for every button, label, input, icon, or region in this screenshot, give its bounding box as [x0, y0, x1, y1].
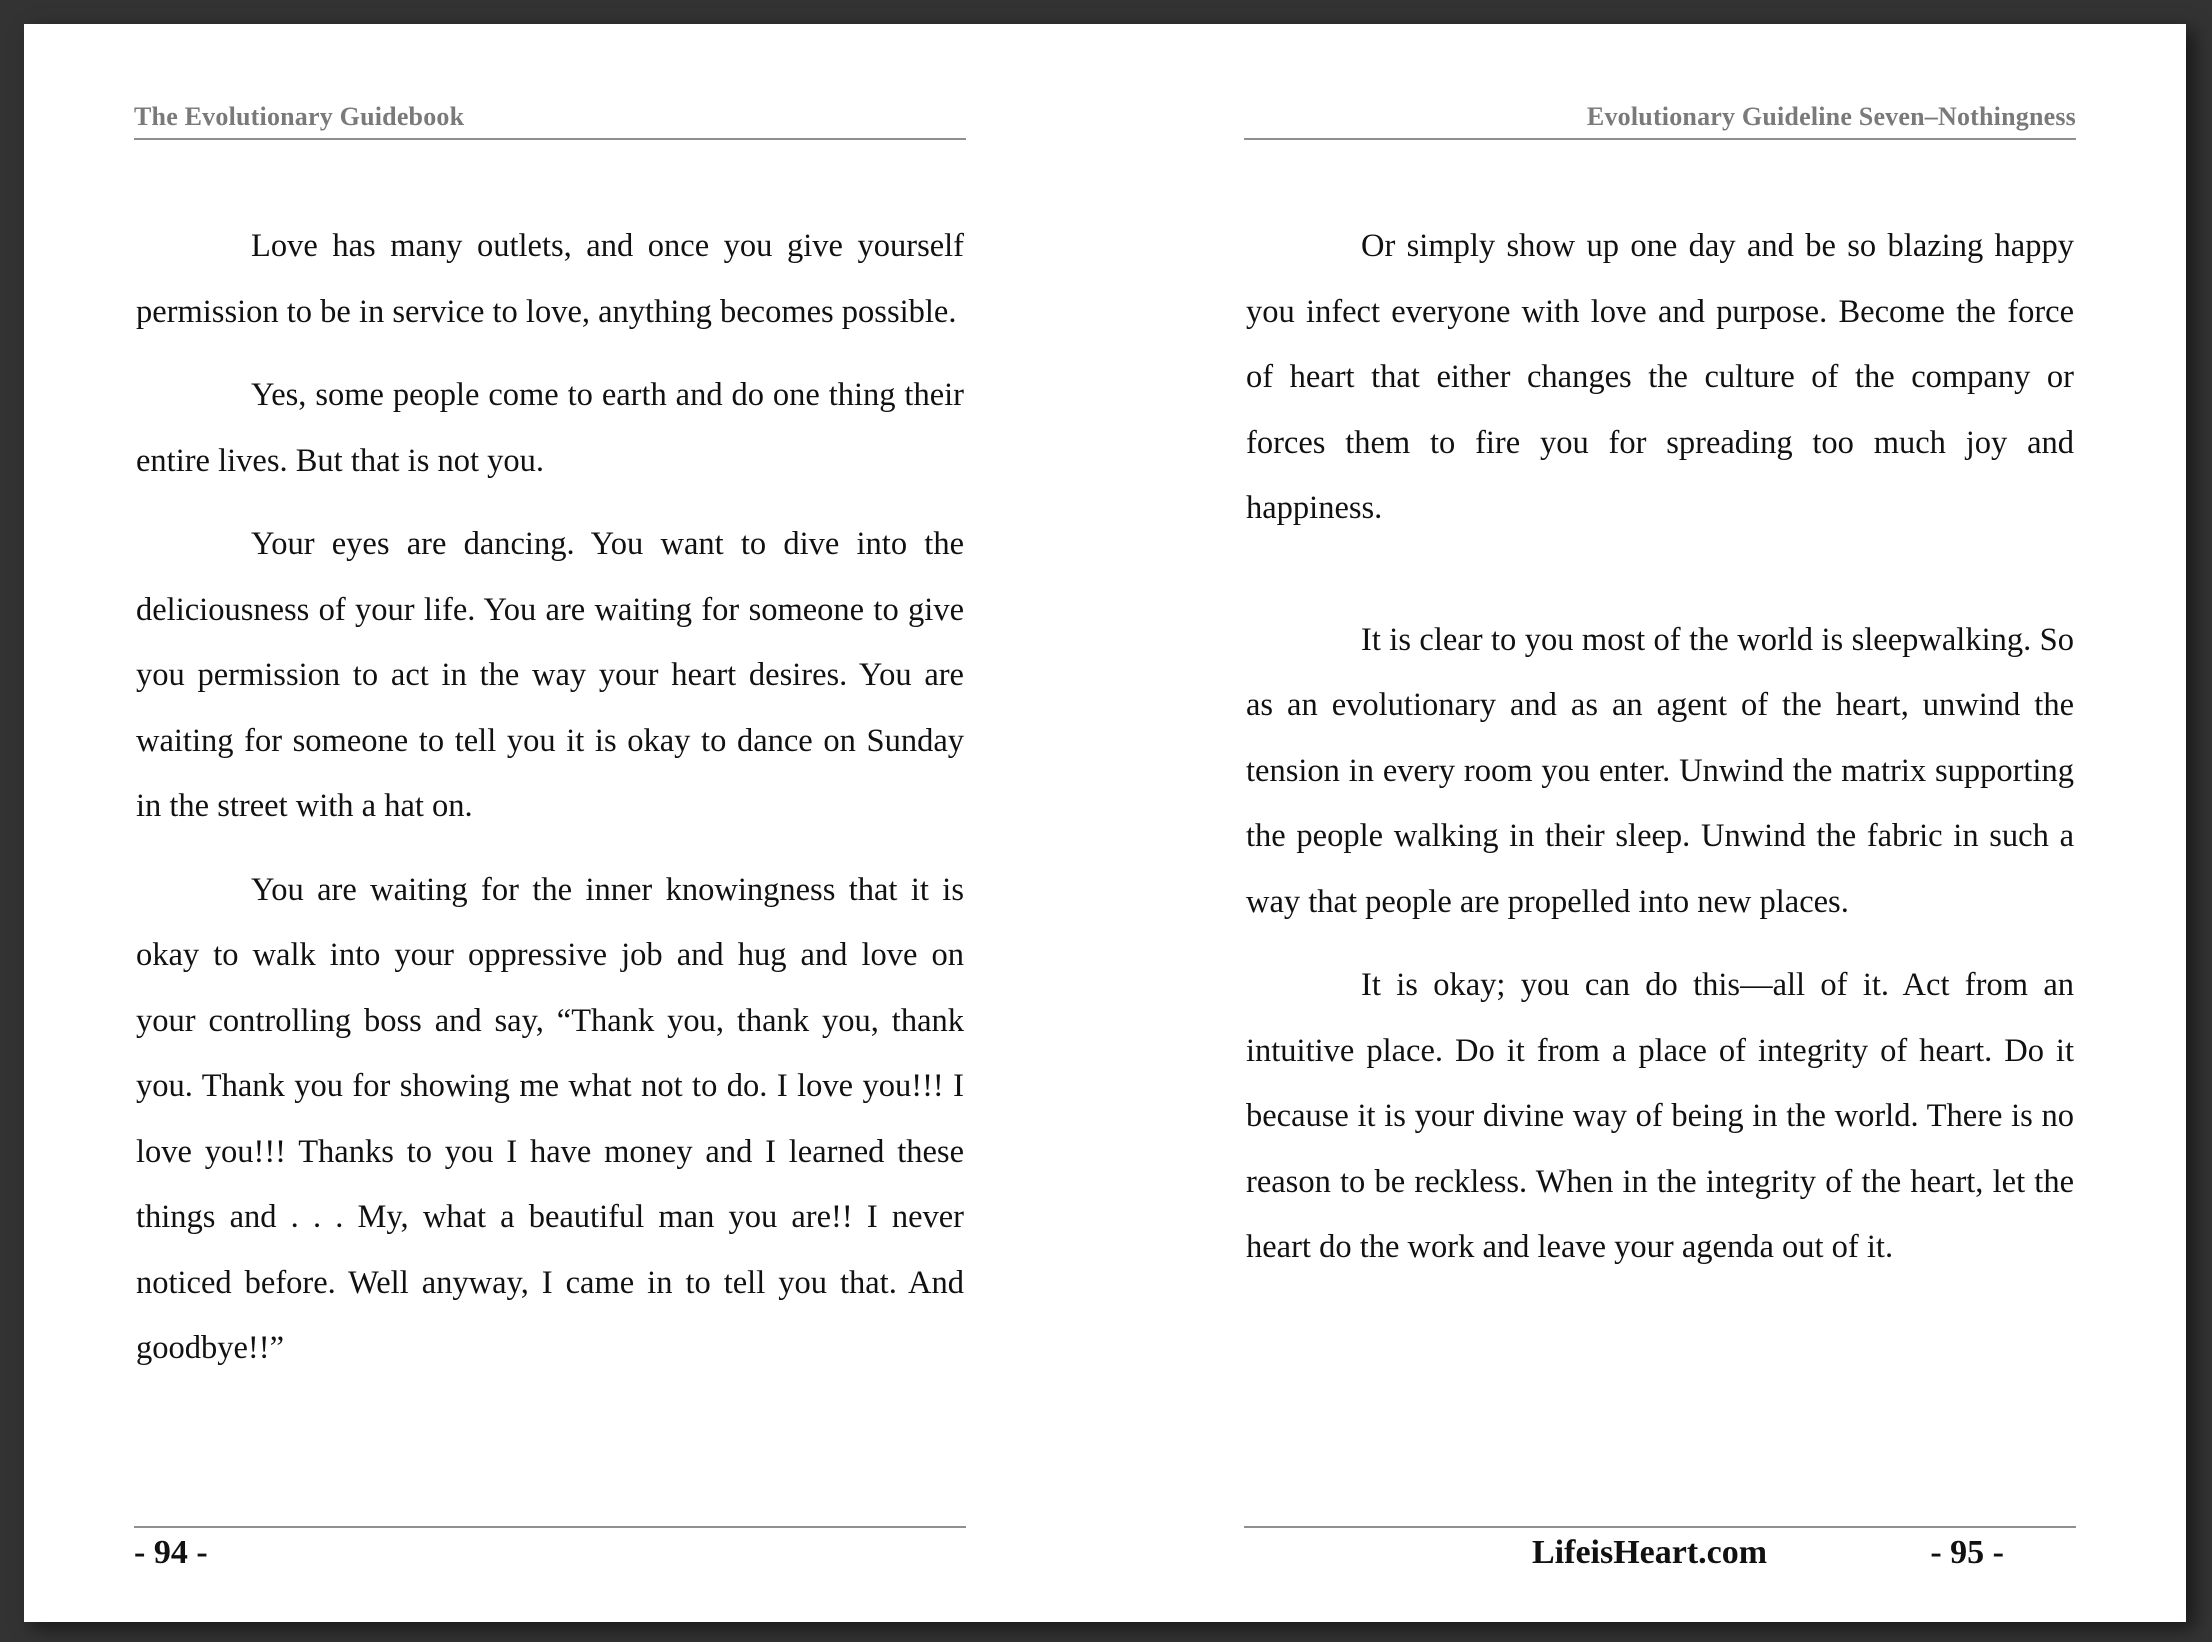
left-page-number: - 94 -: [134, 1534, 208, 1571]
right-footer-rule: [1244, 1526, 2076, 1528]
right-paragraph-2: It is clear to you most of the world is sleepwalking. So as an evolutionary and as an agent of the heart, unwind the tension in every room you enter. Unwind the matrix supporting the people walking in their sleep. Unwind the fabric in such a way that people are propelled into new places.: [1246, 621, 2074, 920]
right-body-text: [1246, 214, 2074, 1299]
left-body-text: [136, 214, 964, 1400]
left-paragraph-3: Your eyes are dancing. You want to dive into the deliciousness of your life. You are waiting for someone to give you permission to act in the way your heart desires. You are waiting for someone to tell you it is okay to dance on Sunday in the street with a hat on.: [136, 526, 964, 824]
left-header-rule: [134, 138, 966, 140]
left-paragraph-2: Yes, some people come to earth and do one thing their entire lives. But that is not you.: [136, 377, 964, 479]
right-paragraph-1: Or simply show up one day and be so blazing happy you infect everyone with love and purpose. Become the force of heart that either changes the culture of the company or forces them to fire you for spreading too much joy and happiness.: [1246, 228, 2074, 526]
right-header-rule: [1244, 138, 2076, 140]
website-footer: LifeisHeart.com: [1532, 1534, 1768, 1571]
left-paragraph-1: Love has many outlets, and once you give yourself permission to be in service to love, anything becomes possible.: [136, 228, 964, 330]
right-page-number: - 95 -: [1930, 1534, 2004, 1571]
right-running-header: Evolutionary Guideline Seven–Nothingness: [1586, 102, 2076, 131]
left-page: [134, 24, 966, 1622]
left-running-header: The Evolutionary Guidebook: [134, 102, 465, 131]
right-paragraph-3: It is okay; you can do this—all of it. Act from an intuitive place. Do it from a place of integrity of heart. Do it because it is your divine way of being in the world. There is no reason to be reckless. When in the integrity of the heart, let the heart do the work and leave your agenda out of it.: [1246, 967, 2074, 1265]
left-footer-rule: [134, 1526, 966, 1528]
left-paragraph-4: You are waiting for the inner knowingness that it is okay to walk into your oppressive job and hug and love on your controlling boss and say, “Thank you, thank you, thank you. Thank you for showing me what not to do. I love you!!! I love you!!! Thanks to you I have money and I learned these things and . . . My, what a beautiful man you are!! I never noticed before. Well anyway, I came in to tell you that. And goodbye!!”: [136, 871, 964, 1366]
right-page: [1244, 24, 2076, 1622]
book-spread: [24, 24, 2186, 1622]
